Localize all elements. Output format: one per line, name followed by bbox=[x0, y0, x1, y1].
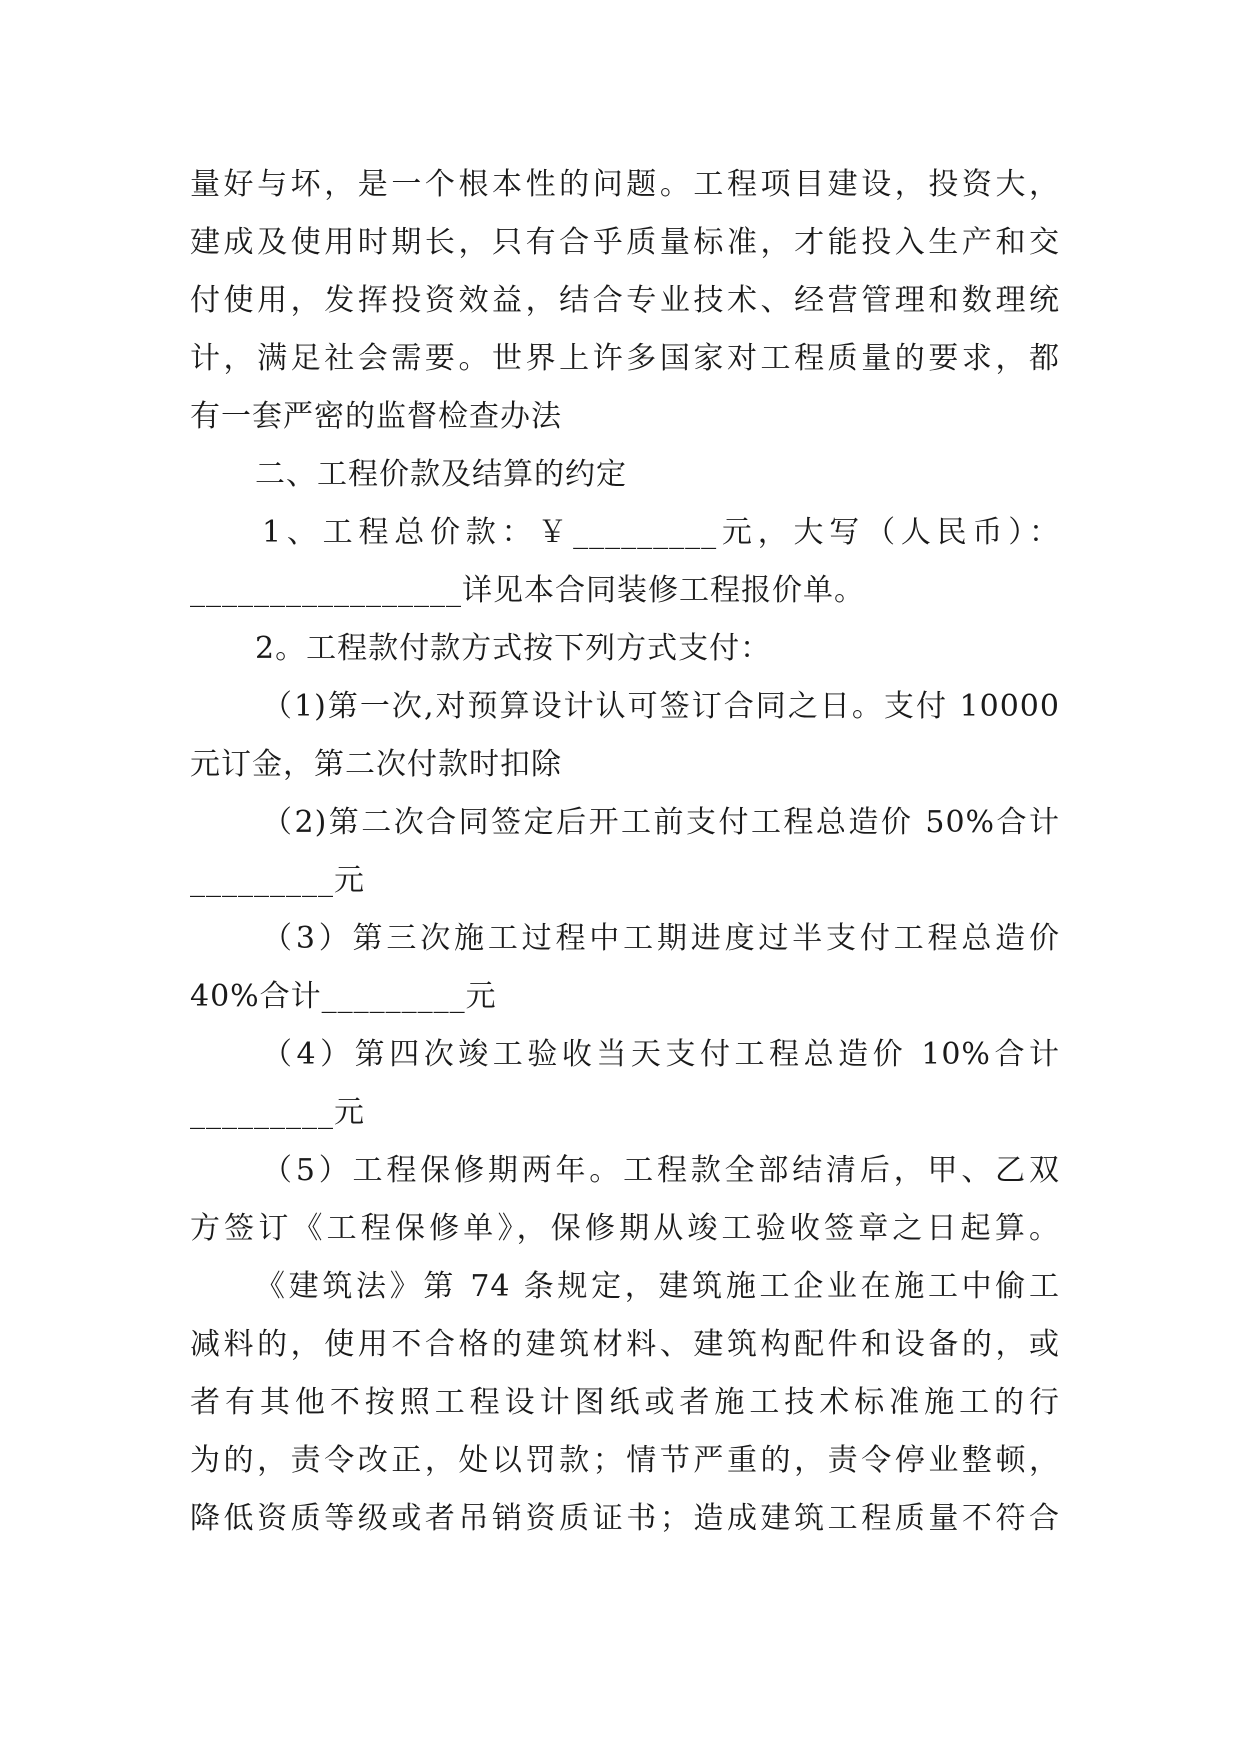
paragraph-line: 40%合计_________元 bbox=[190, 979, 497, 1014]
paragraph-line: 量好与坏，是一个根本性的问题。工程项目建设，投资大， bbox=[190, 167, 1060, 202]
paragraph-line: （1)第一次,对预算设计认可签订合同之日。支付 10000 bbox=[262, 689, 1060, 724]
paragraph-line: 《建筑法》第 74 条规定，建筑施工企业在施工中偷工 bbox=[255, 1269, 1060, 1304]
paragraph-line: （4）第四次竣工验收当天支付工程总造价 10%合计 bbox=[262, 1037, 1060, 1072]
paragraph-line: 1、工程总价款：￥_________元，大写（人民币）： bbox=[262, 515, 1060, 550]
paragraph-line: 有一套严密的监督检查办法 bbox=[190, 399, 562, 434]
paragraph-line: _________元 bbox=[190, 1095, 365, 1130]
paragraph-line: 降低资质等级或者吊销资质证书；造成建筑工程质量不符合 bbox=[190, 1501, 1060, 1536]
paragraph-line: （3）第三次施工过程中工期进度过半支付工程总造价 bbox=[262, 921, 1060, 956]
paragraph-line: _________________详见本合同装修工程报价单。 bbox=[190, 573, 865, 608]
paragraph-line: 减料的，使用不合格的建筑材料、建筑构配件和设备的，或 bbox=[190, 1327, 1060, 1362]
paragraph-line: （5）工程保修期两年。工程款全部结清后，甲、乙双 bbox=[262, 1153, 1060, 1188]
paragraph-line: _________元 bbox=[190, 863, 365, 898]
paragraph-line: 方签订《工程保修单》，保修期从竣工验收签章之日起算。 bbox=[190, 1211, 1060, 1246]
paragraph-line: 为的，责令改正，处以罚款；情节严重的，责令停业整顿， bbox=[190, 1443, 1060, 1478]
paragraph-line: （2)第二次合同签定后开工前支付工程总造价 50%合计 bbox=[262, 805, 1060, 840]
paragraph-line: 计，满足社会需要。世界上许多国家对工程质量的要求，都 bbox=[190, 341, 1060, 376]
paragraph-line: 者有其他不按照工程设计图纸或者施工技术标准施工的行 bbox=[190, 1385, 1060, 1420]
paragraph-line: 付使用，发挥投资效益，结合专业技术、经营管理和数理统 bbox=[190, 283, 1060, 318]
section-heading: 二、工程价款及结算的约定 bbox=[255, 457, 627, 492]
paragraph-line: 元订金，第二次付款时扣除 bbox=[190, 747, 562, 782]
paragraph-line: 建成及使用时期长，只有合乎质量标准，才能投入生产和交 bbox=[190, 225, 1060, 260]
paragraph-line: 2。工程款付款方式按下列方式支付： bbox=[255, 631, 772, 666]
